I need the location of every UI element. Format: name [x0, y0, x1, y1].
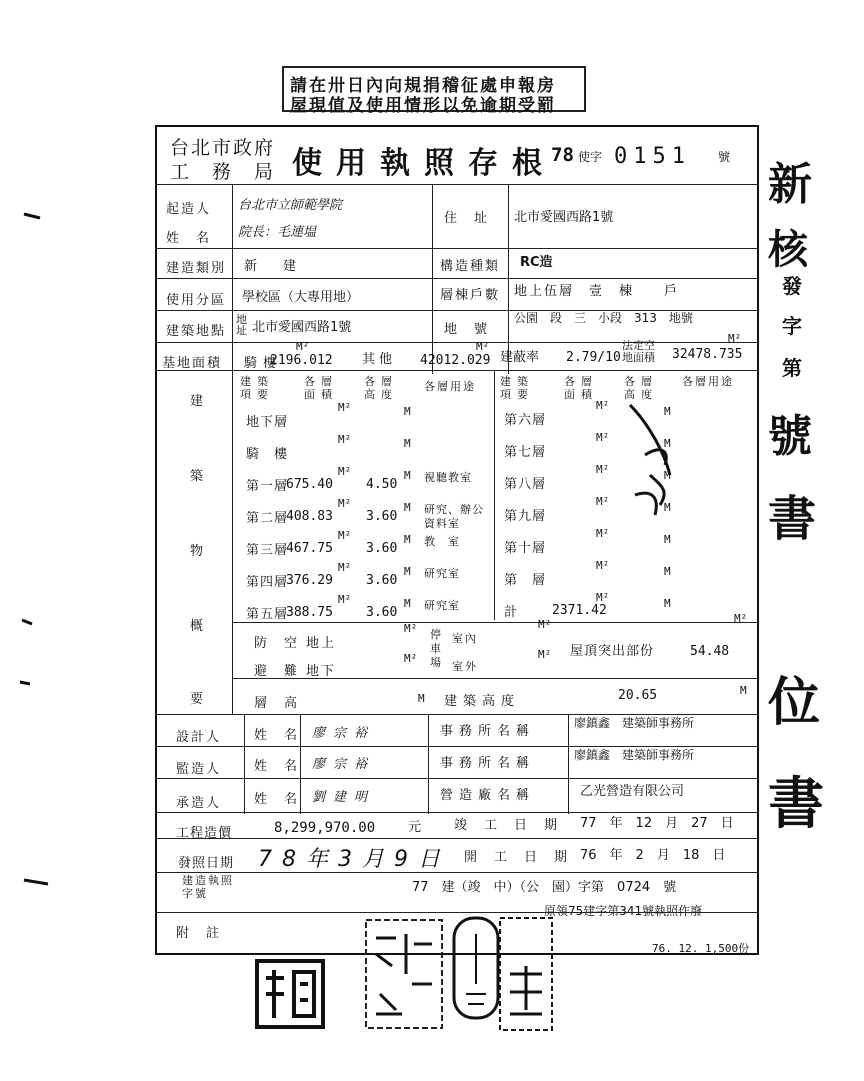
floor-use: 教 室 — [424, 535, 460, 548]
note-label: 附 註 — [176, 926, 222, 941]
contractor-name-label: 姓 名 — [254, 792, 300, 807]
seal-stack-center — [362, 914, 446, 1034]
margin-char: 書 — [768, 491, 817, 547]
seal-square-left — [254, 958, 326, 1030]
legal-open-label: 法定空地面積 — [622, 339, 655, 364]
floor-height: 3.60 — [366, 605, 398, 620]
build-type-value: 新 建 — [244, 259, 297, 274]
designer-name: 廖宗裕 — [312, 726, 376, 741]
area-unit: M² — [596, 495, 610, 508]
age-label: 建蔽率 — [500, 350, 540, 365]
notice-stamp — [282, 66, 586, 116]
original-permit-note: 原領75建字第341號執照作廢 — [544, 904, 703, 918]
supervisor-office: 廖鎮鑫 建築師事務所 — [574, 748, 695, 762]
height-unit: M — [404, 501, 411, 514]
floor-area: 2371.42 — [552, 603, 607, 618]
height-unit: M — [664, 501, 671, 514]
contractor-name: 劉建明 — [312, 790, 376, 805]
height-unit: M — [404, 597, 411, 610]
bldg-height-value: 20.65 — [618, 688, 658, 703]
floor-area: 376.29 — [286, 573, 333, 588]
address-value: 北市愛國西路1號 — [514, 210, 614, 225]
issue-label: 發照日期 — [178, 856, 235, 871]
area-unit: M² — [596, 431, 610, 444]
margin-char: 發 — [782, 274, 802, 298]
margin-char: 號 — [768, 411, 812, 462]
floor-item: 第二層 — [246, 511, 289, 526]
legal-open-value: 32478.735 — [672, 347, 743, 362]
parking-indoor: 室內 — [452, 632, 478, 645]
permit-label: 建造執照字號 — [182, 874, 234, 900]
height-unit: M — [664, 405, 671, 418]
contractor-company: 乙光營造有限公司 — [580, 784, 685, 799]
parking-outdoor-unit: M² — [538, 648, 552, 661]
parking-label: 停車場 — [430, 628, 441, 669]
age-value: 2.79/10 — [566, 350, 621, 365]
floor-item: 計 — [504, 605, 519, 620]
supervisor-label: 監造人 — [176, 762, 222, 777]
area-unit: M² — [338, 529, 352, 542]
col-header-area-left: 各層面積 — [304, 375, 338, 401]
other-area: 42012.029 — [420, 353, 491, 368]
floors-label: 層棟戶數 — [440, 288, 501, 303]
seal-square-right — [496, 914, 556, 1034]
floor-item: 第八層 — [504, 477, 547, 492]
area-unit: M² — [338, 465, 352, 478]
builder-name-value: 院長：毛連塭 — [238, 225, 317, 240]
shelter-label-b: 避 難 — [254, 664, 300, 679]
area-unit: M² — [338, 433, 352, 446]
parking-outdoor: 室外 — [452, 660, 478, 673]
area-unit: M² — [338, 561, 352, 574]
col-header-height-left: 各層高度 — [364, 375, 398, 401]
floor-item: 第一層 — [246, 479, 289, 494]
lot-label: 地 號 — [444, 322, 490, 337]
cost-value: 8,299,970.00 — [274, 820, 376, 836]
arcade-area: 2196.012 — [270, 353, 333, 368]
floor-item: 地下層 — [246, 415, 289, 430]
floor-item: 第五層 — [246, 607, 289, 622]
col-header-item-left: 建築項要 — [240, 375, 274, 401]
notice-line2: 屋現值及使用情形以免逾期受罰 — [290, 96, 556, 116]
builder-label: 起造人 — [166, 202, 212, 217]
area-unit: M² — [338, 497, 352, 510]
lot-value: 公園 段 三 小段 313 地號 — [514, 311, 693, 325]
col-header-use-left: 各層用途 — [424, 380, 476, 393]
floor-item: 第七層 — [504, 445, 547, 460]
margin-char: 位 — [768, 672, 821, 733]
floor-height: 3.60 — [366, 541, 398, 556]
arcade-unit: M² — [296, 340, 310, 353]
building-side-2: 物 — [190, 544, 206, 559]
floor-height-label: 層 高 — [254, 696, 300, 711]
shelter-label-a: 防 空 — [254, 636, 300, 651]
roof-label: 屋頂突出部份 — [570, 644, 655, 659]
height-unit: M — [664, 597, 671, 610]
builder-value: 台北市立師範學院 — [238, 198, 343, 213]
issue-value: 78年3月9日 — [258, 847, 450, 872]
supervisor-name: 廖宗裕 — [312, 757, 376, 772]
margin-char: 核 — [768, 226, 808, 273]
building-side-1: 築 — [190, 469, 206, 484]
designer-office-label: 事務所名稱 — [440, 724, 536, 739]
floor-item: 騎 樓 — [246, 447, 289, 462]
area-unit: M² — [596, 559, 610, 572]
address-label: 住 址 — [444, 211, 490, 226]
height-unit: M — [404, 469, 411, 482]
complete-label: 竣 工 日 期 — [454, 818, 560, 833]
site-label: 建築地點 — [166, 324, 227, 339]
designer-office: 廖鎮鑫 建築師事務所 — [574, 716, 695, 730]
agency-line2: 工 務 局 — [170, 161, 276, 183]
col-header-height-right: 各層高度 — [624, 375, 658, 401]
start-value: 76 年 2 月 18 日 — [580, 848, 726, 863]
floor-height: 3.60 — [366, 509, 398, 524]
notice-line1: 請在卅日內向規捐稽征處申報房 — [290, 76, 556, 96]
roof-unit: M² — [734, 612, 748, 625]
zone-label: 使用分區 — [166, 293, 227, 308]
floor-use: 研究室 — [424, 599, 460, 612]
designer-name-label: 姓 名 — [254, 728, 300, 743]
floor-item: 第三層 — [246, 543, 289, 558]
page-title: 使用執照存根 — [292, 146, 556, 181]
height-unit: M — [664, 469, 671, 482]
margin-char: 書 — [768, 771, 824, 837]
legal-open-unit: M² — [728, 332, 742, 345]
zone-value: 學校區（大專用地） — [242, 290, 360, 305]
site-prefix: 地址 — [236, 313, 247, 337]
floor-use: 視聽教室 — [424, 471, 472, 484]
height-unit: M — [664, 565, 671, 578]
permit-suffix: 號 — [718, 150, 733, 164]
height-unit: M — [404, 437, 411, 450]
area-unit: M² — [338, 593, 352, 606]
building-side-0: 建 — [190, 394, 206, 409]
shelter-above: 地上 — [306, 636, 337, 651]
height-unit: M — [664, 533, 671, 546]
permit-year: 78 — [551, 144, 574, 166]
designer-label: 設計人 — [176, 730, 222, 745]
floor-use: 研究、辦公資料室 — [424, 503, 484, 530]
permit-char: 使字 — [578, 150, 603, 164]
floor-item: 第六層 — [504, 413, 547, 428]
margin-char: 字 — [782, 314, 802, 338]
building-side-3: 概 — [190, 619, 206, 634]
floor-area: 408.83 — [286, 509, 333, 524]
col-header-use-right: 各層用途 — [682, 375, 734, 388]
factory-label: 營造廠名稱 — [440, 788, 536, 803]
floor-height: 4.50 — [366, 477, 398, 492]
base-area-label: 基地面積 — [162, 356, 223, 371]
builder-name-label: 姓 名 — [166, 231, 212, 246]
other-unit: M² — [476, 340, 490, 353]
structure-value: RC造 — [520, 255, 553, 270]
shelter-below: 地下 — [306, 664, 337, 679]
contractor-label: 承造人 — [176, 796, 222, 811]
start-label: 開 工 日 期 — [464, 850, 570, 865]
floor-item: 第九層 — [504, 509, 547, 524]
floor-area: 675.40 — [286, 477, 333, 492]
seal-round-center — [450, 914, 502, 1024]
structure-label: 構造種類 — [440, 259, 501, 274]
shelter-above-unit: M² — [404, 622, 418, 635]
build-type-label: 建造類別 — [166, 261, 227, 276]
margin-char: 第 — [782, 356, 802, 380]
left-margin-marks — [18, 200, 58, 900]
col-header-item-right: 建築項要 — [500, 375, 534, 401]
agency-line1: 台北市政府 — [170, 137, 276, 159]
floor-item: 第四層 — [246, 575, 289, 590]
area-unit: M² — [338, 401, 352, 414]
shelter-below-unit: M² — [404, 652, 418, 665]
bldg-height-unit: M — [740, 684, 747, 697]
area-unit: M² — [596, 463, 610, 476]
cost-unit: 元 — [408, 820, 424, 835]
floor-height: 3.60 — [366, 573, 398, 588]
height-unit: M — [664, 437, 671, 450]
site-value: 北市愛國西路1號 — [252, 320, 352, 335]
arcade-label: 騎樓 — [244, 356, 283, 371]
permit-number: 0151 — [614, 144, 691, 169]
col-header-area-right: 各層面積 — [564, 375, 598, 401]
floor-area: 467.75 — [286, 541, 333, 556]
floor-height-unit: M — [418, 692, 425, 705]
area-unit: M² — [596, 591, 610, 604]
area-unit: M² — [596, 399, 610, 412]
complete-value: 77 年 12 月 27 日 — [580, 816, 734, 831]
height-unit: M — [404, 405, 411, 418]
print-mark: 76. 12. 1,500份 — [652, 942, 750, 955]
building-side-4: 要 — [190, 692, 206, 707]
height-unit: M — [404, 533, 411, 546]
bldg-height-label: 建築高度 — [444, 694, 521, 709]
floor-use: 研究室 — [424, 567, 460, 580]
roof-value: 54.48 — [690, 644, 730, 659]
handwritten-annotation — [610, 395, 690, 525]
supervisor-name-label: 姓 名 — [254, 759, 300, 774]
floors-value: 地上伍層 壹 棟 戶 — [514, 284, 680, 299]
permit-value: 77 建（竣 中）（公 園）字第 0724 號 — [412, 880, 677, 895]
cost-label: 工程造價 — [176, 826, 233, 841]
other-label: 其他 — [362, 352, 397, 367]
floor-area: 388.75 — [286, 605, 333, 620]
supervisor-office-label: 事務所名稱 — [440, 756, 536, 771]
area-unit: M² — [596, 527, 610, 540]
parking-indoor-unit: M² — [538, 618, 552, 631]
floor-item: 第 層 — [504, 573, 547, 588]
floor-item: 第十層 — [504, 541, 547, 556]
margin-char: 新 — [768, 159, 812, 210]
height-unit: M — [404, 565, 411, 578]
